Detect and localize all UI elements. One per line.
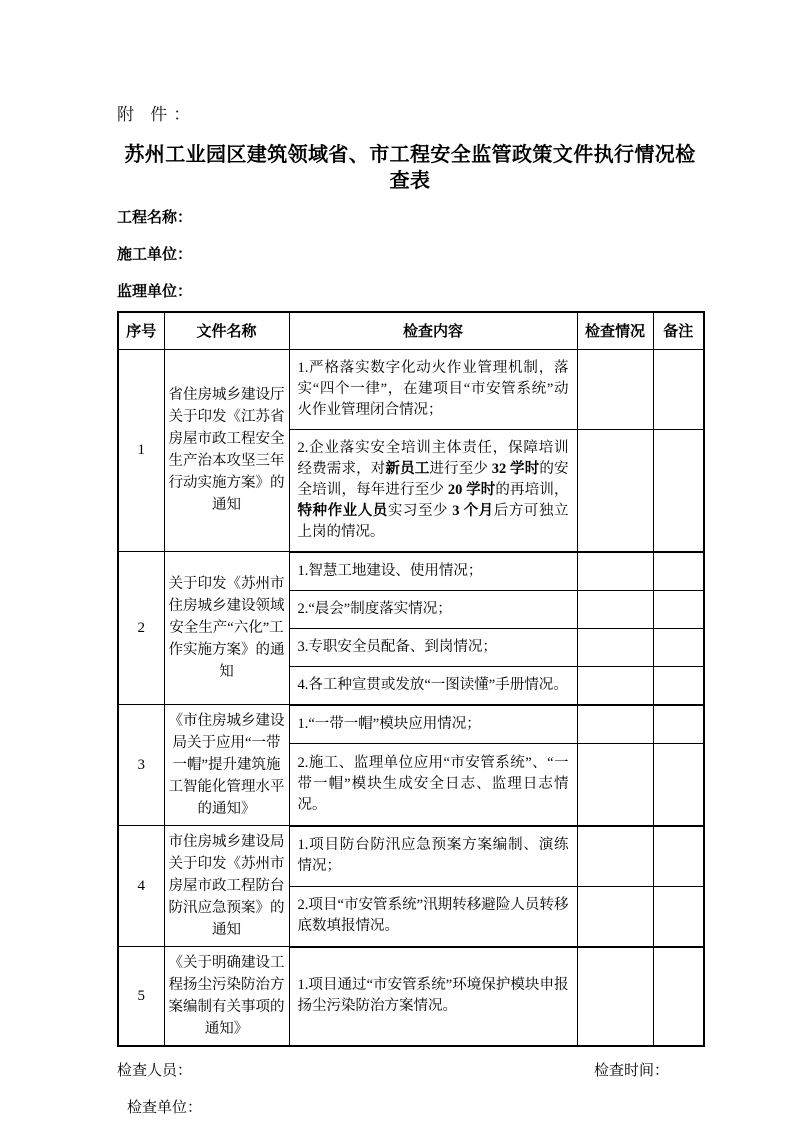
bold-text-segment: 20 学时 [447, 481, 496, 498]
header-cell-doc-name: 文件名称 [164, 312, 289, 349]
remark-cell [653, 947, 704, 1047]
check-content-cell [289, 429, 577, 552]
check-status-cell [577, 947, 653, 1047]
inspection-unit-label: 检查单位： [127, 1100, 203, 1116]
footer-row-1 [117, 1062, 703, 1081]
inspection-table [117, 311, 705, 1047]
check-content-cell [289, 947, 577, 1047]
check-content-cell [289, 552, 577, 591]
bold-text-segment: 新员工 [385, 460, 430, 477]
table-row [118, 705, 704, 744]
header-cell-status: 检查情况 [577, 312, 653, 349]
check-status-cell [577, 705, 653, 744]
remark-cell [653, 429, 704, 552]
doc-name-cell: 市住房城乡建设局关于印发《苏州市房屋市政工程防台防汛应急预案》的通知 [164, 826, 289, 947]
doc-name-cell: 关于印发《苏州市住房城乡建设领域安全生产“六化”工作实施方案》的通知 [164, 552, 289, 705]
text-segment: 的再培训， [495, 481, 569, 498]
field-project-name: 工程名称： [117, 210, 193, 226]
row-number-cell: 3 [118, 705, 164, 826]
doc-name-cell: 《关于明确建设工程扬尘污染防治方案编制有关事项的通知》 [164, 947, 289, 1047]
inspection-time-label: 检查时间： [593, 1063, 669, 1079]
text-segment: 2.“晨会”制度落实情况； [297, 600, 452, 617]
attachment-label: 附 件： [117, 105, 197, 124]
check-status-cell [577, 826, 653, 887]
table-row [118, 826, 704, 887]
text-segment: 4.各工种宣贯或发放“一图读懂”手册情况。 [297, 676, 568, 693]
check-status-cell [577, 590, 653, 628]
table-row [118, 552, 704, 591]
text-segment: 1.严格落实数字化动火作业管理机制，落实“四个一律”，在建项目“市安管系统”动火作业管理闭合情况； [297, 359, 569, 418]
table-row [118, 349, 704, 429]
remark-cell [653, 666, 704, 705]
row-number-cell: 1 [118, 349, 164, 552]
text-segment: 2.企业落实安全培训主体责任，保障培训经费需求，对 [297, 439, 569, 477]
field-supervision-unit: 监理单位： [117, 284, 193, 300]
bold-text-segment: 32 学时 [491, 460, 540, 477]
table-body [118, 349, 704, 1046]
field-construction-unit: 施工单位： [117, 247, 193, 263]
header-cell-content: 检查内容 [289, 312, 577, 349]
check-content-cell [289, 705, 577, 744]
doc-name-cell: 《市住房城乡建设局关于应用“一带一帽”提升建筑施工智能化管理水平的通知》 [164, 705, 289, 826]
check-status-cell [577, 666, 653, 705]
inspectors-label: 检查人员： [117, 1063, 193, 1079]
header-cell-remark: 备注 [653, 312, 704, 349]
remark-cell [653, 826, 704, 887]
check-content-cell [289, 628, 577, 666]
row-number-cell: 2 [118, 552, 164, 705]
check-content-cell [289, 886, 577, 947]
text-segment: 1.项目防台防汛应急预案方案编制、演练情况； [297, 837, 569, 874]
check-status-cell [577, 552, 653, 591]
doc-name-cell: 省住房城乡建设厅关于印发《江苏省房屋市政工程安全生产治本攻坚三年行动实施方案》的通知 [164, 349, 289, 552]
remark-cell [653, 628, 704, 666]
check-status-cell [577, 628, 653, 666]
remark-cell [653, 552, 704, 591]
bold-text-segment: 3 个月 [452, 502, 494, 519]
check-content-cell [289, 349, 577, 429]
check-status-cell [577, 349, 653, 429]
text-segment: 实习至少 [387, 502, 453, 519]
check-status-cell [577, 429, 653, 552]
check-content-cell [289, 826, 577, 887]
text-segment: 3.专职安全员配备、到岗情况； [297, 638, 497, 655]
remark-cell [653, 705, 704, 744]
text-segment: 2.项目“市安管系统”汛期转移避险人员转移底数填报情况。 [297, 897, 569, 934]
table-row [118, 947, 704, 1047]
text-segment: 1.“一带一帽”模块应用情况； [297, 715, 481, 732]
header-cell-seq: 序号 [118, 312, 164, 349]
remark-cell [653, 744, 704, 826]
footer-row-2 [117, 1099, 703, 1118]
remark-cell [653, 349, 704, 429]
text-segment: 2.施工、监理单位应用“市安管系统”、“一带一帽”模块生成安全日志、监理日志情况。 [297, 754, 569, 813]
check-content-cell [289, 590, 577, 628]
row-number-cell: 4 [118, 826, 164, 947]
row-number-cell: 5 [118, 947, 164, 1047]
check-content-cell [289, 744, 577, 826]
check-status-cell [577, 886, 653, 947]
remark-cell [653, 886, 704, 947]
remark-cell [653, 590, 704, 628]
text-segment: 进行至少 [429, 460, 492, 477]
bold-text-segment: 特种作业人员 [297, 502, 388, 519]
text-segment: 的安全培训，每年进行至少 [297, 460, 569, 498]
check-status-cell [577, 744, 653, 826]
text-segment: 后方可独立上岗的情况。 [297, 502, 569, 540]
table-header-row [118, 312, 704, 349]
page-title: 苏州工业园区建筑领域省、市工程安全监管政策文件执行情况检查表 [124, 144, 696, 192]
text-segment: 1.智慧工地建设、使用情况； [297, 562, 483, 579]
text-segment: 1.项目通过“市安管系统”环境保护模块申报扬尘污染防治方案情况。 [297, 977, 569, 1015]
check-content-cell [289, 666, 577, 705]
